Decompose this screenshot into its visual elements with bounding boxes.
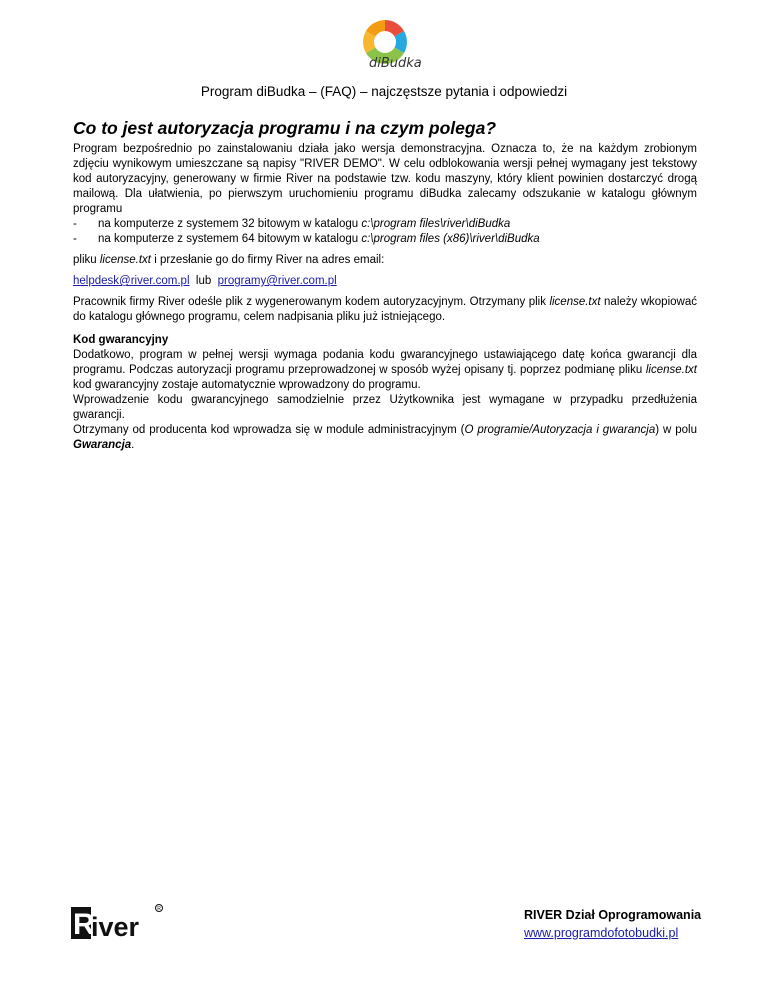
- list-item-path: c:\program files (x86)\river\diBudka: [361, 233, 540, 245]
- text-span: ) w polu: [655, 424, 697, 436]
- section-heading: Kod gwarancyjny: [73, 334, 169, 346]
- list-dash: -: [73, 233, 77, 245]
- text-span: kod gwarancyjny zostaje automatycznie wprowadzony do programu.: [73, 379, 421, 391]
- license-filename: license.txt: [645, 364, 697, 376]
- river-logo-icon: [71, 903, 165, 939]
- programy-email-link[interactable]: programy@river.com.pl: [217, 275, 337, 287]
- email-line: [73, 274, 697, 289]
- list-item: [73, 232, 697, 247]
- field-name: Gwarancja: [73, 439, 132, 451]
- intro-paragraph: Program bezpośrednio po zainstalowaniu działa jako wersja demonstracyjna. Oznacza to, że na każdym zrobionym zdjęciu wynikowym umieszczane są napisy "RIVER DEMO". W celu odblokowania wersji pełnej wymagany jest tekstowy kod autoryzacyjny, generowany w firmie River na podstawie tzw. kodu maszyny, który klient powinien dostarczyć drogą mailową. Dla ułatwienia, po pierwszym uruchomieniu programu diBudka zalecamy odszukanie w katalogu głównym programu: [73, 143, 697, 215]
- text-span: należy wkopiować do katalogu głównego programu, celem nadpisania pliku już istniejącego.: [73, 296, 697, 323]
- text-span: pliku: [73, 254, 100, 266]
- text-span: Dodatkowo, program w pełnej wersji wymaga podania kodu gwarancyjnego ustawiającego datę końca gwarancji dla programu. Podczas autoryzacji programu przeprowadzonej w sposób wyżej opisany tj. poprzez podmianę pliku: [73, 349, 697, 376]
- list-dash: -: [73, 218, 77, 230]
- svg-text:iver: iver: [91, 912, 140, 939]
- logo-wordmark: diBudka: [369, 56, 422, 71]
- faq-content: [73, 142, 697, 453]
- page-header: Program diBudka – (FAQ) – najczęstsze pytania i odpowiedzi: [200, 84, 568, 99]
- text-span: i przesłanie go do firmy River na adres email:: [151, 254, 385, 266]
- extension-paragraph: Wprowadzenie kodu gwarancyjnego samodzielnie przez Użytkownika jest wymagane w przypadku przedłużenia gwarancji.: [73, 394, 697, 421]
- reply-paragraph: [73, 295, 697, 325]
- footer-department: RIVER Dział Oprogramowania: [524, 908, 702, 922]
- warranty-paragraph: [73, 348, 697, 393]
- text-span: .: [131, 439, 135, 451]
- svg-text:R: R: [157, 906, 161, 912]
- list-item: [73, 217, 697, 232]
- list-item-text: na komputerze z systemem 32 bitowym w katalogu: [98, 218, 362, 230]
- admin-module-paragraph: [73, 423, 697, 453]
- faq-title: Co to jest autoryzacja programu i na czym polega?: [73, 118, 497, 138]
- email-separator: lub: [195, 275, 212, 287]
- list-item-text: na komputerze z systemem 64 bitowym w katalogu: [98, 233, 362, 245]
- list-item-path: c:\program files\river\diBudka: [361, 218, 511, 230]
- module-path: O programie/Autoryzacja i gwarancja: [464, 424, 656, 436]
- footer: [524, 906, 701, 942]
- path-list: [73, 217, 697, 247]
- helpdesk-email-link[interactable]: helpdesk@river.com.pl: [73, 275, 190, 287]
- license-filename: license.txt: [99, 254, 151, 266]
- svg-text:R: R: [73, 908, 95, 939]
- text-span: Otrzymany od producenta kod wprowadza się w module administracyjnym (: [73, 424, 465, 436]
- license-filename: license.txt: [549, 296, 601, 308]
- text-span: Pracownik firmy River odeśle plik z wygenerowanym kodem autoryzacyjnym. Otrzymany plik: [73, 296, 550, 308]
- license-paragraph: [73, 253, 697, 268]
- footer-website-link[interactable]: www.programdofotobudki.pl: [524, 926, 679, 940]
